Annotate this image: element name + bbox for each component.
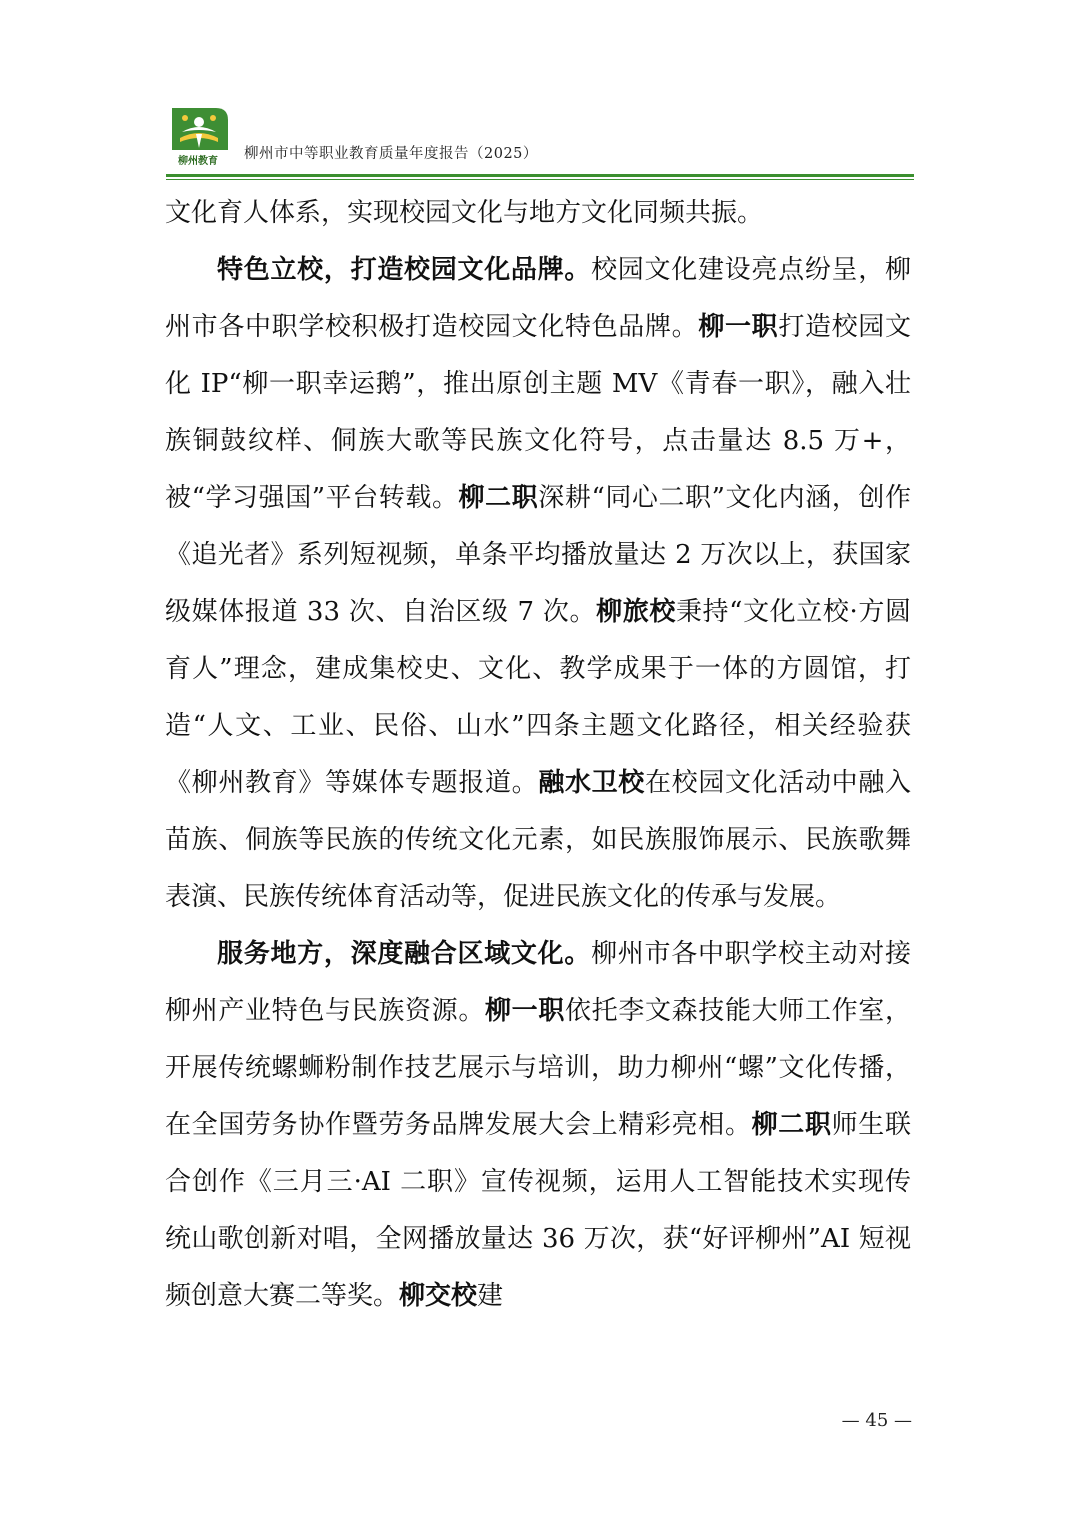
paragraph-heading: 特色立校，打造校园文化品牌。	[217, 255, 592, 285]
school-name: 柳二职	[751, 1110, 832, 1140]
school-name: 柳一职	[698, 312, 779, 342]
school-name: 柳一职	[484, 996, 565, 1026]
paragraph-1: 文化育人体系，实现校园文化与地方文化同频共振。	[165, 198, 764, 228]
logo-text: 柳州教育	[178, 156, 218, 167]
school-name: 融水卫校	[538, 768, 645, 798]
body-text	[165, 185, 911, 1325]
school-name: 柳二职	[458, 483, 539, 513]
header-rule-thick	[166, 174, 914, 177]
school-name: 柳交校	[399, 1281, 478, 1311]
page-number: — 45 —	[841, 1410, 912, 1431]
paragraph-heading: 服务地方，深度融合区域文化。	[217, 939, 592, 969]
paragraph-2: 特色立校，打造校园文化品牌。校园文化建设亮点纷呈，柳州市各中职学校积极打造校园文化特色品牌。柳一职打造校园文化 IP“柳一职幸运鹅”，推出原创主题 MV《青春一职》，融入壮族铜鼓纹样、侗族大歌等民族文化符号，点击量达 8.5 万+，被“学习强国”平台转载。柳二职深耕“同心二职”文化内涵，创作《追光者》系列短视频，单条平均播放量达 2 万次以上，获国家级媒体报道 33 次、自治区级 7 次。柳旅校秉持“文化立校·方圆育人”理念，建成集校史、文化、教学成果于一体的方圆馆，打造“人文、工业、民俗、山水”四条主题文化路径，相关经验获《柳州教育》等媒体专题报道。融水卫校在校园文化活动中融入苗族、侗族等民族的传统文化元素，如民族服饰展示、民族歌舞表演、民族传统体育活动等，促进民族文化的传承与发展。	[165, 255, 911, 912]
header-title: 柳州市中等职业教育质量年度报告（2025）	[244, 146, 538, 162]
paragraph-3: 服务地方，深度融合区域文化。柳州市各中职学校主动对接柳州产业特色与民族资源。柳一职依托李文森技能大师工作室，开展传统螺蛳粉制作技艺展示与培训，助力柳州“螺”文化传播，在全国劳务协作暨劳务品牌发展大会上精彩亮相。柳二职师生联合创作《三月三·AI 二职》宣传视频，运用人工智能技术实现传统山歌创新对唱，全网播放量达 36 万次，获“好评柳州”AI 短视频创意大赛二等奖。柳交校建	[165, 939, 911, 1311]
page-header	[166, 104, 914, 182]
school-name: 柳旅校	[596, 597, 676, 627]
header-rule-thin	[166, 179, 914, 180]
